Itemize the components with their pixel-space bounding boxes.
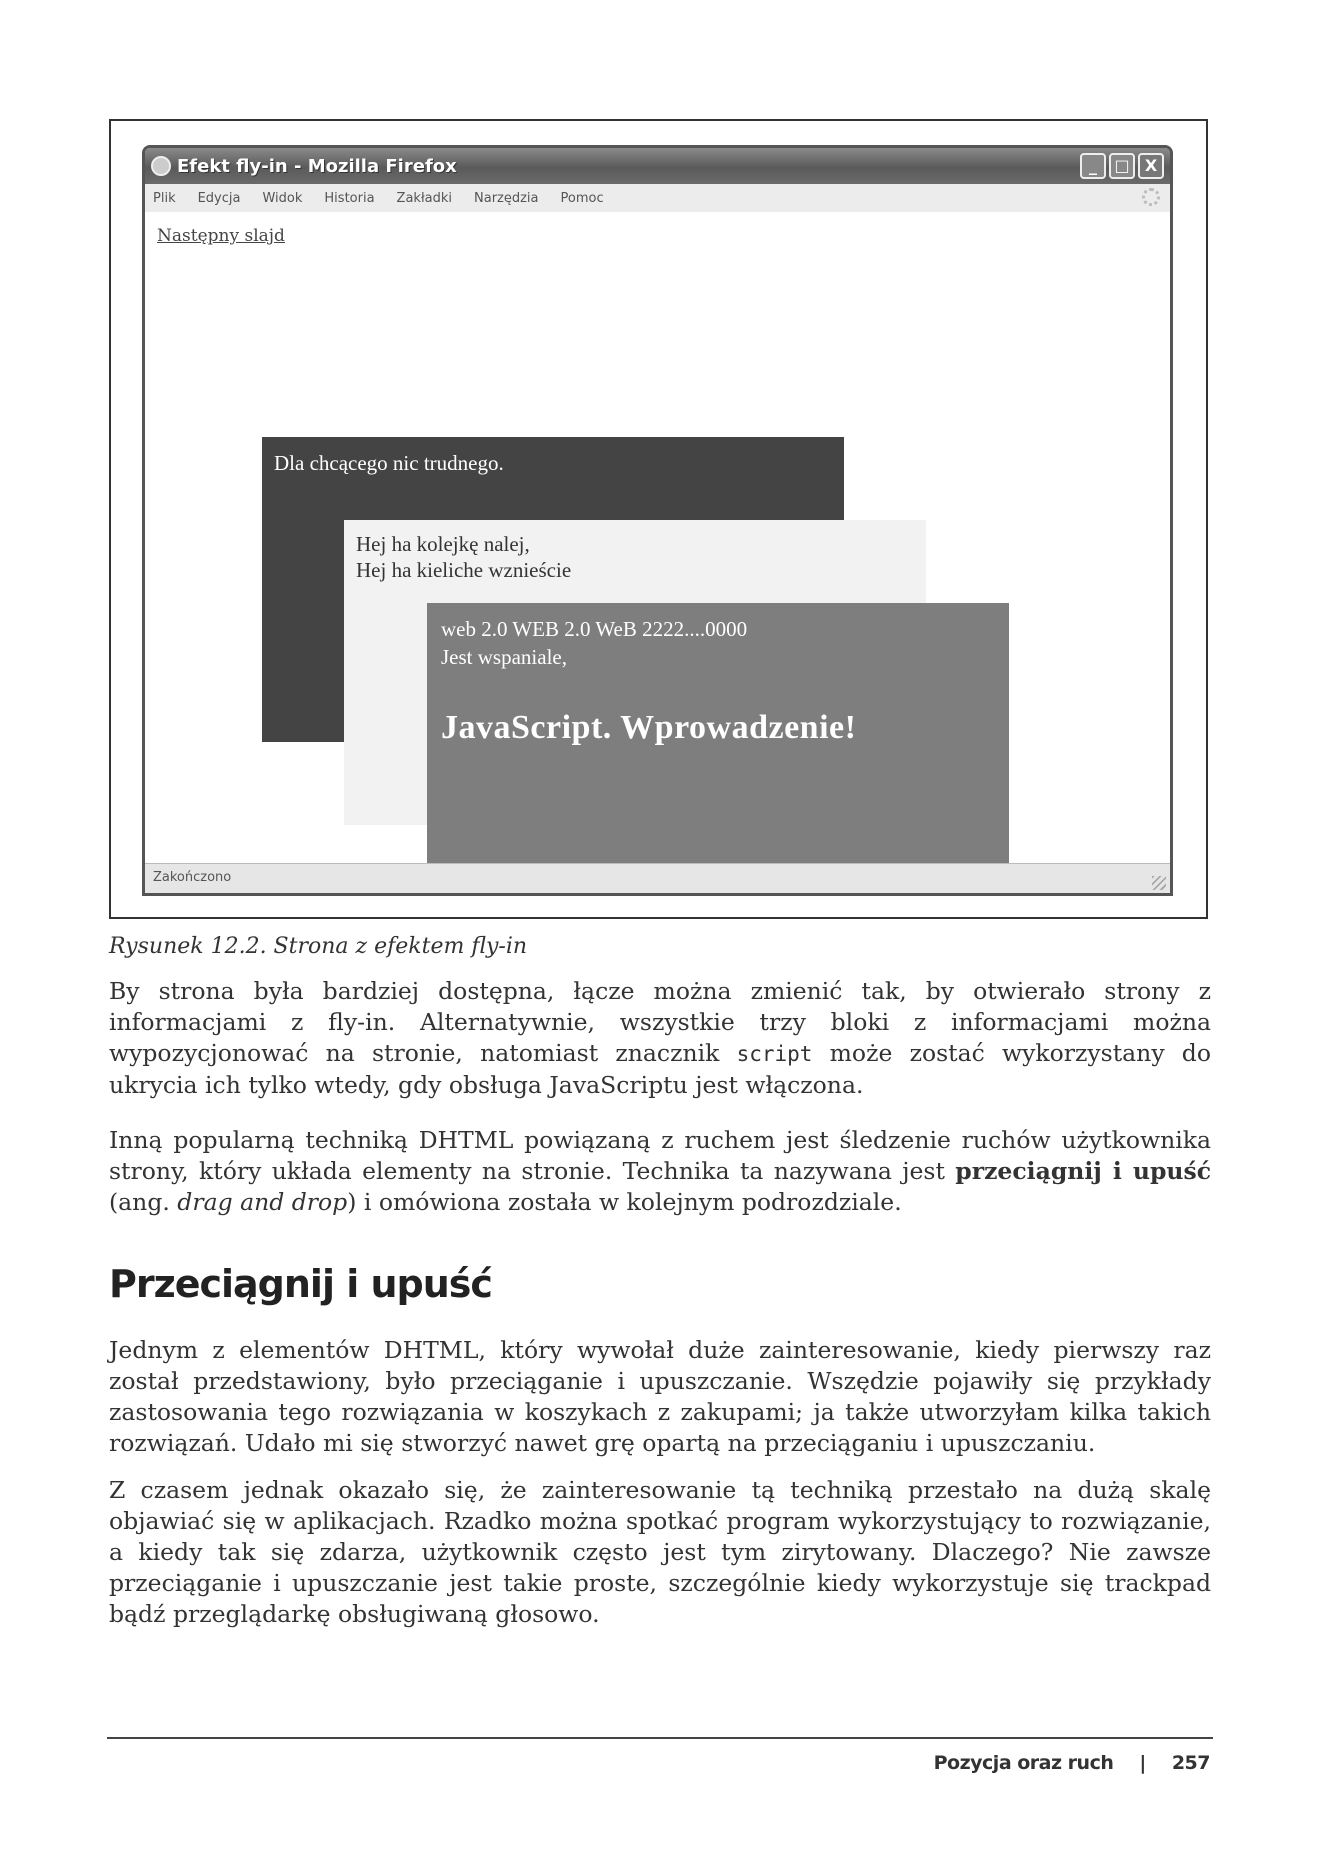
- status-bar: [145, 863, 1170, 893]
- menu-item-widok[interactable]: Widok: [262, 190, 303, 206]
- menu-item-historia[interactable]: Historia: [324, 190, 375, 206]
- menu-item-edycja[interactable]: Edycja: [197, 190, 241, 206]
- footer-section: Pozycja oraz ruch: [933, 1752, 1114, 1774]
- page-number: 257: [1171, 1752, 1210, 1774]
- slide-3-headline: JavaScript. Wprowadzenie!: [441, 709, 857, 746]
- footer-separator: |: [1139, 1752, 1146, 1774]
- menu-item-pomoc[interactable]: Pomoc: [560, 190, 604, 206]
- slide-1-line-1: Dla chcącego nic trudnego.: [274, 451, 504, 475]
- paragraph-2-text-c: ) i omówiona została w kolejnym podrozdziale.: [347, 1188, 902, 1216]
- window-title: Efekt fly-in - Mozilla Firefox: [177, 155, 457, 177]
- firefox-icon: [151, 156, 171, 176]
- page-viewport: [145, 212, 1170, 863]
- paragraph-2-text-b: (ang.: [109, 1188, 178, 1216]
- menu-item-narzedzia[interactable]: Narzędzia: [474, 190, 539, 206]
- section-title: Przeciągnij i upuść: [109, 1262, 492, 1306]
- slide-2-line-1: Hej ha kolejkę nalej,: [356, 532, 530, 556]
- slide-3-line-1: web 2.0 WEB 2.0 WeB 2222....0000: [441, 617, 748, 641]
- paragraph-1-text-b: może zostać wykorzystany do ukrycia ich tylko wtedy, gdy obsługa JavaScriptu jest włączona.: [109, 1039, 1211, 1099]
- menu-item-zakladki[interactable]: Zakładki: [396, 190, 452, 206]
- menu-item-plik[interactable]: Plik: [153, 190, 176, 206]
- close-button[interactable]: X: [1138, 153, 1164, 179]
- figure-caption: Rysunek 12.2. Strona z efektem fly-in: [109, 934, 528, 959]
- figure-frame: [109, 119, 1208, 919]
- bold-term: przeciągnij i upuść: [955, 1157, 1211, 1185]
- page-footer: [934, 1752, 1210, 1774]
- minimize-button[interactable]: _: [1080, 153, 1106, 179]
- status-text: Zakończono: [153, 870, 232, 885]
- maximize-button[interactable]: □: [1109, 153, 1135, 179]
- slide-3-line-2: Jest wspaniale,: [441, 645, 567, 669]
- next-slide-link[interactable]: Następny slajd: [157, 226, 285, 246]
- paragraph-2: [109, 1125, 1211, 1218]
- paragraph-4: Z czasem jednak okazało się, że zainteresowanie tą techniką przestało na dużą skalę objawiać się w aplikacjach. Rzadko można spotkać program wykorzystujący to rozwiązanie, a kiedy tak się zdarza, użytkownik często jest tym zirytowany. Dlaczego? Nie zawsze przeciąganie i upuszczanie jest takie proste, szczególnie kiedy wykorzystuje się trackpad bądź przeglądarkę obsługiwaną głosowo.: [109, 1476, 1211, 1628]
- paragraph-3: Jednym z elementów DHTML, który wywołał duże zainteresowanie, kiedy pierwszy raz został przedstawiony, było przeciąganie i upuszczanie. Wszędzie pojawiły się przykłady zastosowania tego rozwiązania w koszykach z zakupami; ja także utworzyłam kilka takich rozwiązań. Udało mi się stworzyć nawet grę opartą na przeciąganiu i upuszczaniu.: [109, 1336, 1211, 1457]
- throbber-icon: [1142, 188, 1160, 206]
- paragraph-1-text-a: By strona była bardziej dostępna, łącze można zmienić tak, by otwierało strony z informacjami z fly-in. Alternatywnie, wszystkie trzy bloki z informacjami można wypozycjonować na stronie, natomiast znacznik: [109, 977, 1211, 1067]
- italic-term: drag and drop: [177, 1188, 348, 1216]
- inline-code: script: [736, 1042, 813, 1066]
- title-bar: [145, 148, 1170, 184]
- menu-bar: [145, 184, 1170, 213]
- footer-rule: [107, 1737, 1213, 1739]
- slide-2-line-2: Hej ha kieliche wznieście: [356, 558, 572, 582]
- browser-window: [142, 145, 1173, 896]
- slide-3: [427, 603, 1009, 896]
- paragraph-2-text-a: Inną popularną techniką DHTML powiązaną z ruchem jest śledzenie ruchów użytkownika strony, który układa elementy na stronie. Technika ta nazywana jest: [109, 1126, 1211, 1185]
- paragraph-1: [109, 976, 1211, 1101]
- resize-grip-icon[interactable]: [1152, 876, 1166, 890]
